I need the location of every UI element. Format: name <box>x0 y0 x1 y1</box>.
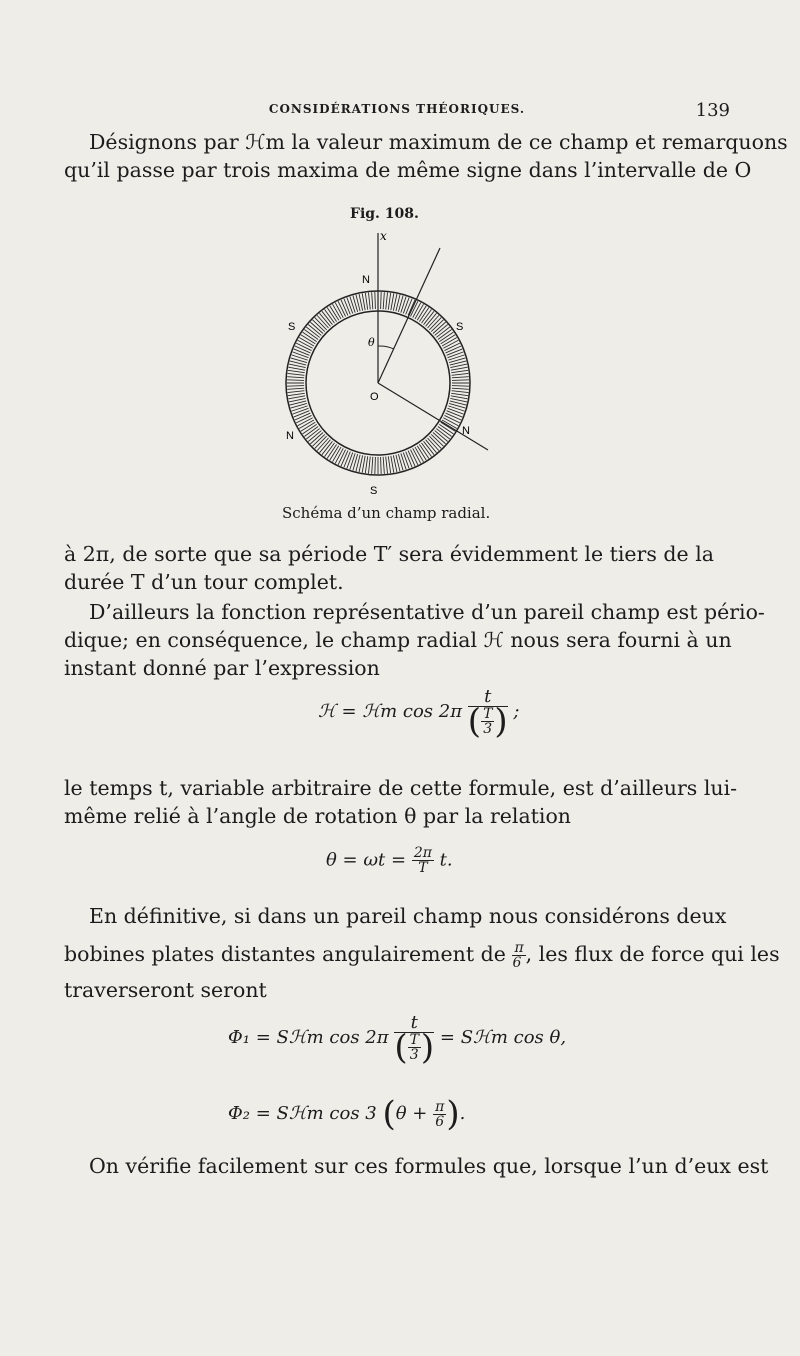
eq4-fraction <box>433 1100 446 1129</box>
hatch-line <box>452 380 469 381</box>
text-line: instant donné par l’expression <box>64 656 380 680</box>
hatch-line <box>292 408 308 414</box>
eq2-numerator: 2π <box>413 845 432 861</box>
hatch-line <box>294 411 310 417</box>
running-title: CONSIDÉRATIONS THÉORIQUES. <box>268 102 526 116</box>
hatch-line <box>287 386 304 387</box>
eq2-denominator: T <box>418 860 428 876</box>
text-line: même relié à l’angle de rotation θ par la relation <box>64 804 572 828</box>
eq3-rhs: = Sℋm cos θ, <box>439 1027 567 1048</box>
hatch-line <box>447 411 463 417</box>
text-fragment: , les flux de force qui les <box>525 942 780 966</box>
equation-flux-1 <box>228 1012 567 1068</box>
text-line: qu’il passe par trois maxima de même signe dans l’intervalle de O <box>64 158 752 182</box>
eq3-lhs: Φ₁ = Sℋm cos 2π <box>228 1027 389 1048</box>
label-s-bottom: S <box>370 485 378 497</box>
text-line: En définitive, si dans un pareil champ nous considérons deux <box>89 904 727 928</box>
hatch-line <box>386 457 388 474</box>
equation-flux-2: Φ₂ = Sℋm cos 3 (θ + $\frac{\pi}{6}$ ). <box>228 1094 466 1134</box>
inline-den: 6 <box>512 955 522 971</box>
eq1-fraction <box>467 686 508 742</box>
hatch-line <box>344 299 350 315</box>
hatch-line <box>388 293 390 310</box>
label-s-left: S <box>288 321 296 333</box>
text-line: On vérifie facilement sur ces formules que, lorsque l’un d’eux est <box>89 1154 769 1178</box>
paragraph-4 <box>64 774 738 830</box>
text-line: traverseront seront <box>64 978 267 1002</box>
hatch-line <box>347 453 353 469</box>
text-line: le temps t, variable arbitraire de cette formule, est d’ailleurs lui- <box>64 776 738 800</box>
text-line: D’ailleurs la fonction représentative d’un pareil champ est pério- <box>89 600 765 624</box>
hatch-line <box>372 292 373 309</box>
eq3-fraction <box>394 1012 435 1068</box>
hatch-line <box>288 393 305 395</box>
eq2-fraction <box>412 846 434 875</box>
text-line: dique; en conséquence, le champ radial ℋ nous sera fourni à un <box>64 628 732 652</box>
hatch-line <box>452 386 469 387</box>
hatch-line <box>408 300 415 316</box>
equation-field <box>318 686 520 742</box>
figure-number: Fig. 108. <box>350 206 419 222</box>
label-n-left: N <box>286 430 294 442</box>
x-axis-label: x <box>380 229 387 243</box>
paragraph-5 <box>64 902 780 1004</box>
hatch-line <box>287 388 304 389</box>
paragraph-3 <box>64 598 765 682</box>
hatch-line <box>294 349 310 355</box>
eq2-end: t. <box>439 849 453 871</box>
eq1-lhs: ℋ = ℋm cos 2π <box>318 701 463 722</box>
hatch-line <box>446 346 462 353</box>
hatch-line <box>368 292 370 309</box>
hatch-line <box>451 367 468 370</box>
hatch-line <box>341 451 348 467</box>
hatch-line <box>295 413 311 420</box>
hatch-line <box>368 457 370 474</box>
eq3-den-den: 3 <box>409 1047 419 1063</box>
hatch-line <box>451 393 468 395</box>
label-origin: O <box>370 391 379 403</box>
radial-field-figure <box>270 228 490 508</box>
hatch-line <box>287 391 304 393</box>
label-theta: θ <box>368 336 375 349</box>
text-line <box>64 940 780 971</box>
hatch-line <box>406 452 412 468</box>
hatch-line <box>287 377 304 378</box>
paragraph-1 <box>64 128 788 184</box>
hatch-line <box>448 352 464 358</box>
eq1-numerator: t <box>468 688 508 707</box>
hatch-line <box>344 452 350 468</box>
hatch-line <box>372 457 373 474</box>
equation-angle <box>326 846 453 875</box>
hatch-line <box>446 413 462 420</box>
hatch-line <box>452 373 469 375</box>
eq2-lhs: θ = ωt = <box>326 849 407 871</box>
hatch-line <box>452 377 469 378</box>
hatch-line <box>448 408 464 414</box>
page-header <box>64 102 730 124</box>
hatch-line <box>362 293 365 310</box>
hatch-line <box>452 388 469 389</box>
hatch-line <box>403 453 409 469</box>
eq3-denominator: ( $\frac{T}{3}$ ) <box>394 1027 435 1068</box>
eq4-lhs: Φ₂ = Sℋm cos 3 <box>228 1103 377 1124</box>
hatch-line <box>386 292 388 309</box>
label-n-right: N <box>462 425 470 437</box>
hatch-line <box>365 456 367 473</box>
eq4-denominator: 6 <box>435 1113 445 1130</box>
eq4-numerator: π <box>435 1098 445 1115</box>
hatch-line <box>362 456 365 473</box>
text-line: durée T d’un tour complet. <box>64 570 344 594</box>
eq1-end: ; <box>513 701 520 722</box>
page-number: 139 <box>695 100 730 121</box>
hatch-line <box>388 456 390 473</box>
hatch-line <box>288 370 305 372</box>
hatch-line <box>375 457 376 474</box>
hatch-line <box>292 352 308 358</box>
hatch-line <box>381 292 382 309</box>
eq4-end: . <box>459 1103 466 1124</box>
text-line: à 2π, de sorte que sa période T′ sera évidemment le tiers de la <box>64 542 714 566</box>
eq1-den-num: T <box>483 706 493 722</box>
label-s-right: S <box>456 321 464 333</box>
figure-caption: Schéma d’un champ radial. <box>282 504 491 522</box>
hatch-line <box>383 457 384 474</box>
hatch-line <box>391 293 394 310</box>
hatch-line <box>451 396 468 399</box>
hatch-line <box>452 391 469 393</box>
hatch-line <box>341 300 348 316</box>
inline-num: π <box>514 940 524 956</box>
text-line: Désignons par ℋm la valeur maximum de ce champ et remarquons <box>89 130 788 154</box>
hatch-line <box>287 373 304 375</box>
eq1-den-den: 3 <box>483 721 493 737</box>
hatch-line <box>365 293 367 310</box>
hatch-line <box>451 370 468 372</box>
hatch-line <box>347 297 353 313</box>
hatch-line <box>288 367 305 370</box>
hatch-line <box>287 380 304 381</box>
eq3-den-num: T <box>409 1032 419 1048</box>
hatch-line <box>408 451 415 467</box>
eq4-inner: θ + <box>395 1103 428 1124</box>
label-n-top: N <box>362 274 370 286</box>
eq1-denominator: ( $\frac{T}{3}$ ) <box>467 701 508 742</box>
hatch-line <box>381 457 382 474</box>
hatch-line <box>288 396 305 399</box>
hatch-line <box>391 456 394 473</box>
hatch-line <box>375 292 376 309</box>
text-fragment: bobines plates distantes angulairement de <box>64 942 506 966</box>
hatch-line <box>403 297 409 313</box>
inline-fraction <box>512 941 525 970</box>
hatch-line <box>447 349 463 355</box>
hatch-line <box>295 346 311 353</box>
paragraph-2 <box>64 540 714 596</box>
eq3-numerator: t <box>394 1014 434 1033</box>
hatch-line <box>383 292 384 309</box>
paragraph-6 <box>64 1152 769 1180</box>
